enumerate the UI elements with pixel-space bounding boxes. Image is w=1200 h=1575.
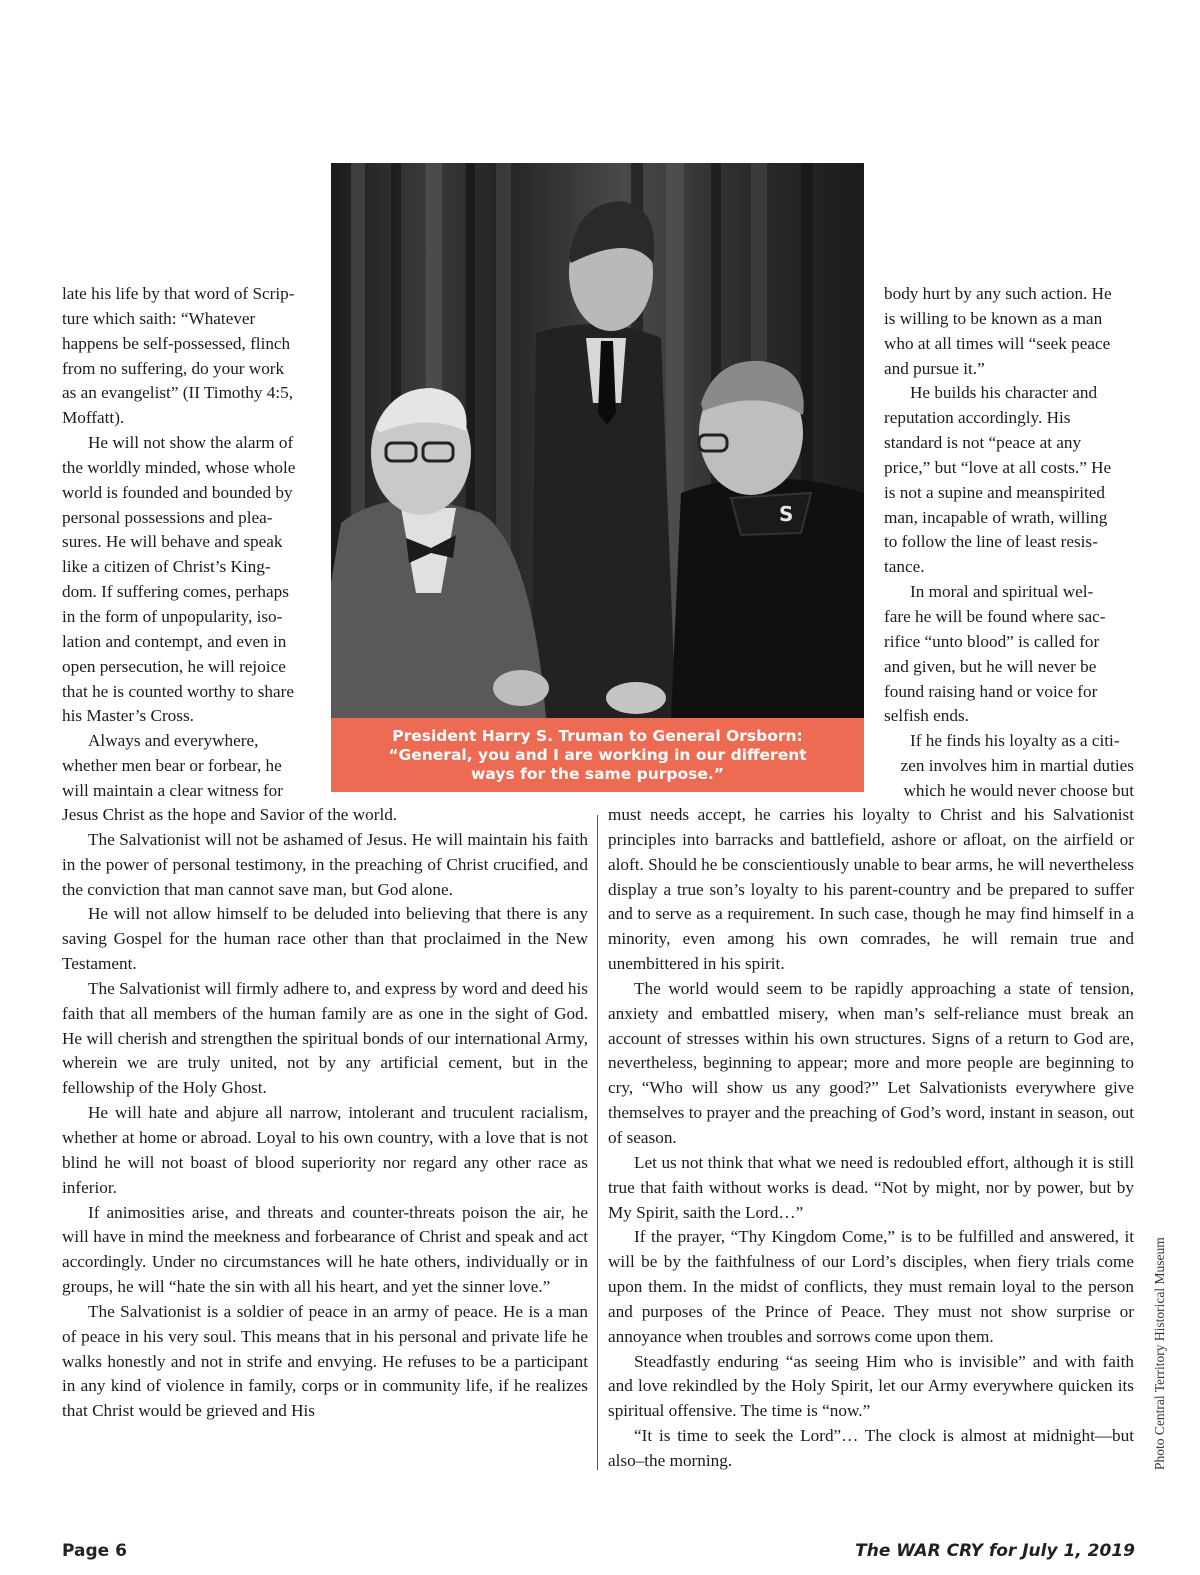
text-line: as an evangelist” (II Timothy 4:5, bbox=[62, 383, 294, 403]
caption-line-2: “General, you and I are working in our different bbox=[388, 745, 807, 764]
text-line: tance. bbox=[884, 557, 925, 577]
text-line: Moffatt). bbox=[62, 408, 125, 428]
text-line: man, incapable of wrath, willing bbox=[884, 507, 1108, 527]
paragraph: The Salvationist is a soldier of peace in an army of peace. He is a man of peace in his very soul. This means that in his personal and private life he walks honestly and not in strife and envying. He refuses to be a participant in any kind of violence in family, corps or in community life, if he realizes that Christ would be grieved and His bbox=[62, 1301, 588, 1421]
paragraph: Jesus Christ as the hope and Savior of the world. bbox=[62, 805, 398, 824]
svg-text:S: S bbox=[779, 502, 794, 526]
text-line: happens be self-possessed, flinch bbox=[62, 333, 291, 353]
text-line: If he finds his loyalty as a citi- bbox=[910, 731, 1120, 751]
text-line: whether men bear or forbear, he bbox=[62, 756, 282, 776]
column-divider bbox=[597, 815, 598, 1470]
paragraph: The Salvationist will not be ashamed of Jesus. He will maintain his faith in the power of personal testimony, in the preaching of Christ crucified, and the conviction that man cannot save man, but God alone. bbox=[62, 829, 588, 899]
text-line: and pursue it.” bbox=[884, 358, 985, 378]
text-line: and given, but he will never be bbox=[884, 656, 1097, 676]
paragraph: He will hate and abjure all narrow, intolerant and truculent racialism, whether at home or abroad. Loyal to his own country, with a love that is not blind he will not boast of blood superiority nor regard any other race as inferior. bbox=[62, 1103, 588, 1197]
left-column-narrow bbox=[62, 282, 311, 804]
bottom-left-column bbox=[62, 803, 588, 1424]
text-line: from no suffering, do your work bbox=[62, 358, 285, 378]
text-line: standard is not “peace at any bbox=[884, 433, 1082, 453]
text-line: in the form of unpopularity, iso- bbox=[62, 606, 283, 626]
text-line: reputation accordingly. His bbox=[884, 408, 1071, 428]
text-line: dom. If suffering comes, perhaps bbox=[62, 582, 289, 602]
text-line: He will not show the alarm of bbox=[88, 433, 294, 453]
text-line: who at all times will “seek peace bbox=[884, 333, 1111, 353]
right-column-narrow bbox=[884, 282, 1134, 804]
text-line: fare he will be found where sac- bbox=[884, 606, 1106, 626]
paragraph: must needs accept, he carries his loyalty to Christ and his Salvationist principles into barracks and battlefield, ashore or afloat, on the airfield or aloft. Should he be conscientiously unable to bear arms, he will nevertheless display a true son’s loyalty to his parent-country and be prepared to suffer and to serve as a requirement. In such case, though he may find himself in a minority, even among his own comrades, he will remain true and unembittered in his spirit. bbox=[608, 805, 1134, 974]
text-line: will maintain a clear witness for bbox=[62, 780, 283, 800]
text-line: Always and everywhere, bbox=[88, 731, 259, 751]
text-line: his Master’s Cross. bbox=[62, 706, 194, 726]
paragraph: The Salvationist will firmly adhere to, and express by word and deed his faith that all members of the human family are as one in the sight of God. He will cherish and strengthen the spiritual bonds of our international Army, wherein we are truly united, not by any artificial cement, but in the fellowship of the Holy Ghost. bbox=[62, 978, 588, 1098]
text-line: is willing to be known as a man bbox=[884, 308, 1103, 328]
text-line: found raising hand or voice for bbox=[884, 681, 1098, 701]
text-line: zen involves him in martial duties bbox=[900, 756, 1134, 776]
text-line: selfish ends. bbox=[884, 706, 969, 726]
text-line: is not a supine and meanspirited bbox=[884, 482, 1106, 502]
paragraph: If animosities arise, and threats and counter-threats poison the air, he will have in mind the meekness and forbearance of Christ and speak and act accordingly. Under no circumstances will he hate others, individually or in groups, he will “hate the sin with all his heart, and yet the sinner love.” bbox=[62, 1202, 588, 1297]
text-line: like a citizen of Christ’s King- bbox=[62, 557, 271, 577]
paragraph: If the prayer, “Thy Kingdom Come,” is to be fulfilled and answered, it will be by the faithfulness of our Lord’s disciples, when fiery trials come upon them. In the midst of conflicts, they must remain loyal to the person and purposes of the Prince of Peace. They must not show surprise or annoyance when troubles and sorrows come upon them. bbox=[608, 1227, 1134, 1346]
page-number: Page 6 bbox=[62, 1541, 127, 1561]
text-line: open persecution, he will rejoice bbox=[62, 656, 286, 676]
text-line: In moral and spiritual wel- bbox=[910, 582, 1094, 602]
text-line: that he is counted worthy to share bbox=[62, 681, 294, 701]
text-line: the worldly minded, whose whole bbox=[62, 457, 296, 477]
text-line: body hurt by any such action. He bbox=[884, 284, 1112, 303]
photo-credit: Photo Central Territory Historical Museum bbox=[1152, 1237, 1167, 1470]
paragraph: He will not allow himself to be deluded into believing that there is any saving Gospel for the human race other than that proclaimed in the New Testament. bbox=[62, 904, 588, 974]
paragraph: Steadfastly enduring “as seeing Him who is invisible” and with faith and love rekindled by the Holy Spirit, let our Army everywhere quicken its spiritual offensive. The time is “now.” bbox=[608, 1351, 1134, 1421]
text-line: ture which saith: “Whatever bbox=[62, 308, 256, 328]
text-line: personal possessions and plea- bbox=[62, 507, 273, 527]
bottom-right-column bbox=[608, 803, 1134, 1474]
text-line: lation and contempt, and even in bbox=[62, 631, 287, 651]
truman-orsborn-photo bbox=[331, 163, 864, 718]
text-line: He builds his character and bbox=[910, 383, 1098, 403]
text-line: which he would never choose but bbox=[903, 780, 1134, 800]
photo-caption bbox=[331, 718, 864, 792]
text-line: sures. He will behave and speak bbox=[62, 532, 283, 552]
paragraph: Let us not think that what we need is redoubled effort, although it is still true that faith without works is dead. “Not by might, nor by power, but by My Spirit, saith the Lord…” bbox=[608, 1152, 1134, 1222]
text-line: late his life by that word of Scrip- bbox=[62, 284, 295, 303]
standing-man bbox=[531, 201, 676, 718]
paragraph: The world would seem to be rapidly approaching a state of tension, anxiety and embattled misery, when man’s self-reliance must break an account of stresses within his own structures. Signs of a return to God are, nevertheless, beginning to appear; more and more people are beginning to cry, “Who will show us any good?” Let Salvationists everywhere give themselves to prayer and the preaching of God’s word, instant in season, out of season. bbox=[608, 978, 1134, 1147]
paragraph: “It is time to seek the Lord”… The clock is almost at midnight—but also–the morning. bbox=[608, 1426, 1134, 1470]
text-line: to follow the line of least resis- bbox=[884, 532, 1098, 552]
caption-line-1: President Harry S. Truman to General Orsborn: bbox=[392, 726, 803, 745]
text-line: world is founded and bounded by bbox=[62, 482, 293, 502]
text-line: price,” but “love at all costs.” He bbox=[884, 457, 1112, 477]
issue-line: The WAR CRY for July 1, 2019 bbox=[855, 1541, 1135, 1561]
caption-line-3: ways for the same purpose.” bbox=[471, 764, 724, 783]
text-line: rifice “unto blood” is called for bbox=[884, 631, 1100, 651]
